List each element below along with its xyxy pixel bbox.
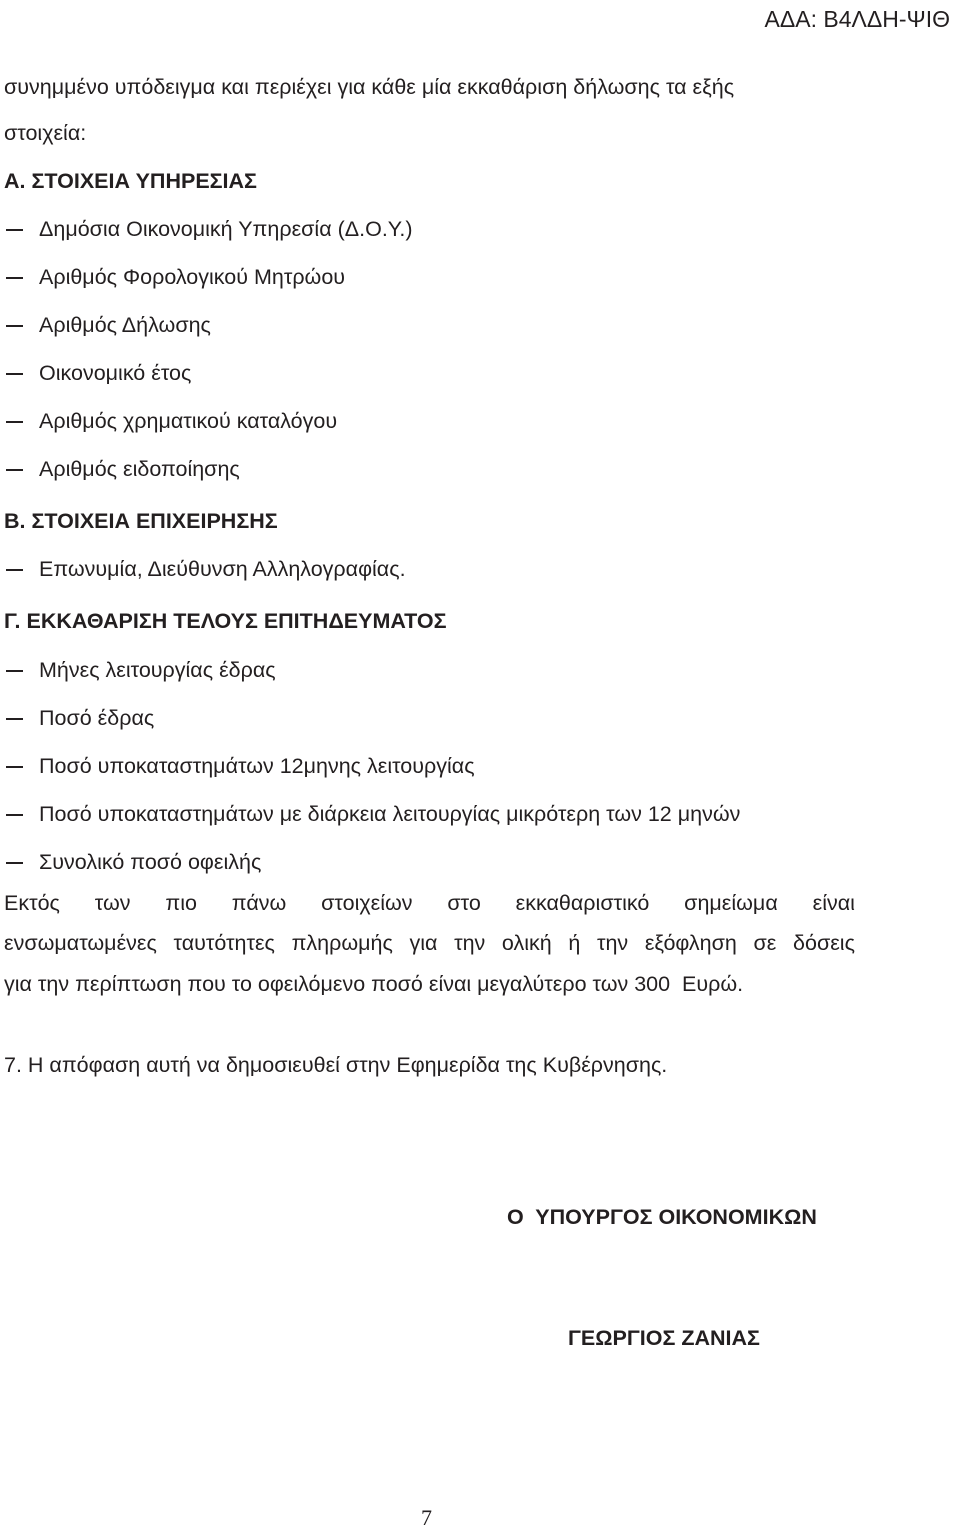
word: ενσωματωμένες bbox=[4, 931, 157, 955]
paragraph-line-1 bbox=[4, 890, 855, 916]
word: των bbox=[94, 891, 131, 915]
section-a-heading: Α. ΣΤΟΙΧΕΙΑ ΥΠΗΡΕΣΙΑΣ bbox=[4, 169, 257, 193]
list-item: Δημόσια Οικονομική Υπηρεσία (Δ.Ο.Υ.) bbox=[39, 217, 413, 241]
signature-name: ΓΕΩΡΓΙΟΣ ΖΑΝΙΑΣ bbox=[568, 1326, 760, 1350]
word: εξόφληση bbox=[644, 931, 737, 955]
word: ταυτότητες bbox=[173, 931, 275, 955]
list-item: Αριθμός ειδοποίησης bbox=[39, 457, 240, 481]
dash-bullet bbox=[6, 325, 23, 327]
paragraph-line-2 bbox=[4, 930, 855, 956]
dash-bullet bbox=[6, 862, 23, 864]
list-item: Αριθμός Φορολογικού Μητρώου bbox=[39, 265, 346, 289]
list-item: Ποσό έδρας bbox=[39, 706, 155, 730]
word: στοιχείων bbox=[321, 891, 413, 915]
word: την bbox=[454, 931, 486, 955]
list-item: Συνολικό ποσό οφειλής bbox=[39, 850, 262, 874]
word: ολική bbox=[501, 931, 552, 955]
list-item: Ποσό υποκαταστημάτων με διάρκεια λειτουργίας μικρότερη των 12 μηνών bbox=[39, 802, 741, 826]
intro-line-1 bbox=[4, 74, 855, 100]
dash-bullet bbox=[6, 670, 23, 672]
dash-bullet bbox=[6, 766, 23, 768]
document-code: ΑΔΑ: Β4ΛΔΗ-ΨΙΘ bbox=[764, 6, 950, 32]
clause-7: 7. Η απόφαση αυτή να δημοσιευθεί στην Εφημερίδα της Κυβέρνησης. bbox=[4, 1053, 668, 1077]
word: είναι bbox=[812, 891, 855, 915]
word: δόσεις bbox=[793, 931, 855, 955]
list-item: Ποσό υποκαταστημάτων 12μηνης λειτουργίας bbox=[39, 754, 475, 778]
list-item: Αριθμός Δήλωσης bbox=[39, 313, 211, 337]
paragraph-line-3: για την περίπτωση που το οφειλόμενο ποσό είναι μεγαλύτερο των 300 Ευρώ. bbox=[4, 972, 744, 996]
dash-bullet bbox=[6, 277, 23, 279]
dash-bullet bbox=[6, 569, 23, 571]
list-item: Μήνες λειτουργίας έδρας bbox=[39, 658, 276, 682]
section-c-heading: Γ. ΕΚΚΑΘΑΡΙΣΗ ΤΕΛΟΥΣ ΕΠΙΤΗΔΕΥΜΑΤΟΣ bbox=[4, 609, 447, 633]
dash-bullet bbox=[6, 229, 23, 231]
list-item: Αριθμός χρηματικού καταλόγου bbox=[39, 409, 338, 433]
section-b-heading: Β. ΣΤΟΙΧΕΙΑ ΕΠΙΧΕΙΡΗΣΗΣ bbox=[4, 509, 278, 533]
word: ή bbox=[568, 931, 581, 955]
word: σημείωμα bbox=[684, 891, 778, 915]
dash-bullet bbox=[6, 814, 23, 816]
dash-bullet bbox=[6, 718, 23, 720]
word: Εκτός bbox=[4, 891, 60, 915]
list-item: Οικονομικό έτος bbox=[39, 361, 192, 385]
word: πληρωμής bbox=[291, 931, 393, 955]
word: την bbox=[596, 931, 629, 955]
word: για bbox=[409, 931, 438, 955]
word: πάνω bbox=[231, 891, 287, 915]
word: στο bbox=[447, 891, 481, 915]
word: σε bbox=[753, 931, 777, 955]
list-item: Επωνυμία, Διεύθυνση Αλληλογραφίας. bbox=[39, 557, 406, 581]
word: εκκαθαριστικό bbox=[515, 891, 650, 915]
dash-bullet bbox=[6, 421, 23, 423]
dash-bullet bbox=[6, 469, 23, 471]
intro-line-2: στοιχεία: bbox=[4, 121, 87, 145]
word: πιο bbox=[165, 891, 197, 915]
intro-text: συνημμένο υπόδειγμα και περιέχει για κάθε μία εκκαθάριση δήλωσης τα εξής bbox=[4, 75, 735, 99]
page-number: 7 bbox=[421, 1505, 432, 1530]
signature-title: Ο ΥΠΟΥΡΓΟΣ ΟΙΚΟΝΟΜΙΚΩΝ bbox=[507, 1205, 817, 1229]
dash-bullet bbox=[6, 373, 23, 375]
